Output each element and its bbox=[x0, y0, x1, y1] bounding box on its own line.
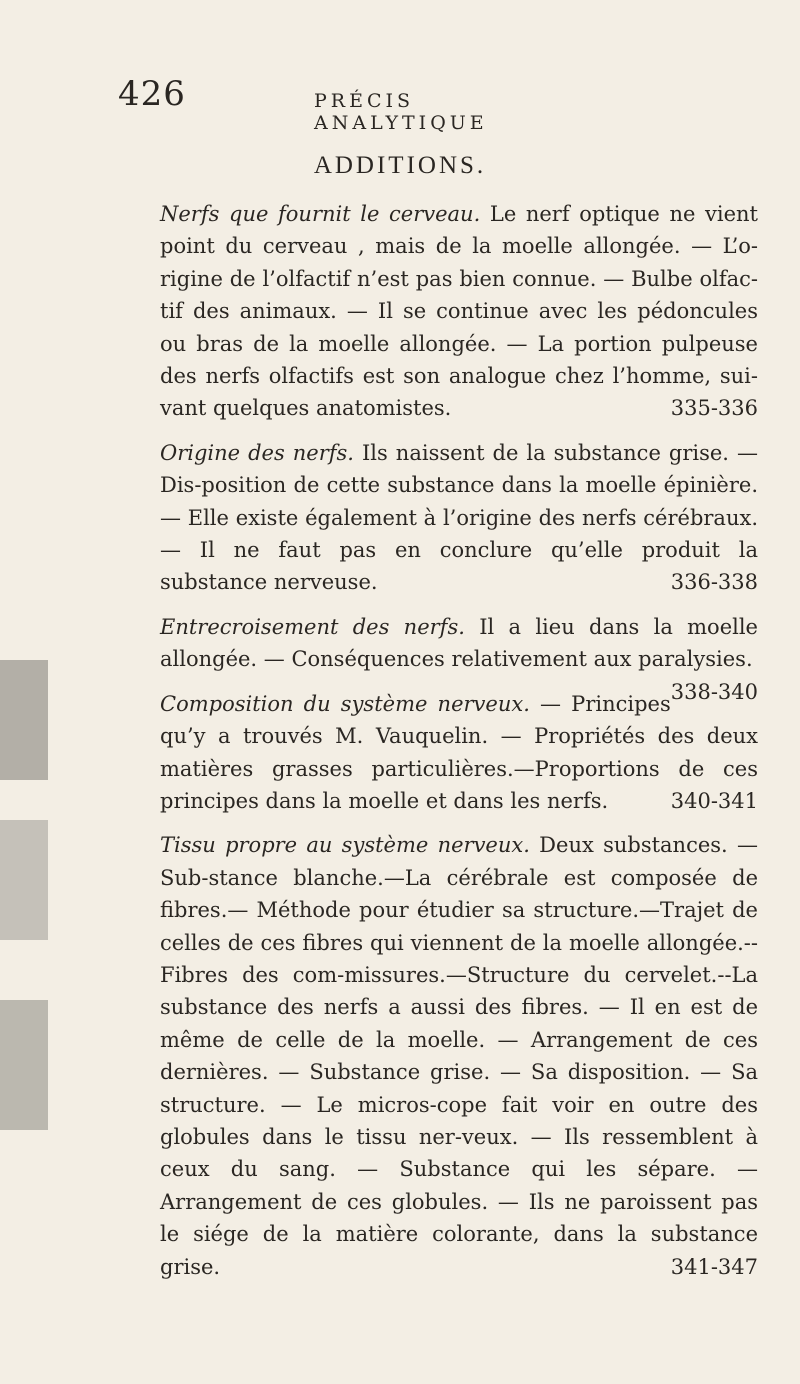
entry-pages: 338-340 bbox=[670, 679, 758, 704]
entry-pages: 335-336 bbox=[670, 396, 758, 421]
entry-title: Entrecroisement des nerfs. bbox=[160, 614, 465, 639]
entries-list bbox=[160, 198, 758, 1295]
running-title: PRÉCIS ANALYTIQUE bbox=[314, 90, 488, 134]
page-number: 426 bbox=[118, 74, 186, 114]
entry-text: — Principes qu’y a trouvés M. Vauquelin. — Propriétés des deux matières grasses particulières.—Proportions de ces principes dans la moelle et dans les nerfs. bbox=[160, 691, 758, 813]
entry-text: Ils naissent de la substance grise. — Dis-position de cette substance dans la moelle épinière. — Elle existe également à l’origine des nerfs cérébraux. — Il ne faut pas en conclure qu’elle produit la substance nerveuse. bbox=[160, 440, 758, 595]
entry bbox=[160, 829, 758, 1283]
entry bbox=[160, 198, 758, 425]
page-header bbox=[118, 74, 588, 134]
entry-text: Le nerf optique ne vient point du cerveau , mais de la moelle allongée. — L’o-rigine de l’olfactif n’est pas bien connue. — Bulbe olfac-tif des animaux. — Il se continue avec les pédoncules ou bras de la moelle allongée. — La portion pulpeuse des nerfs olfactifs est son analogue chez l’homme, sui-vant quelques anatomistes. bbox=[160, 202, 759, 421]
entry-title: Origine des nerfs. bbox=[160, 440, 354, 465]
entry-title: Composition du système nerveux. bbox=[160, 691, 530, 716]
section-title: ADDITIONS. bbox=[313, 152, 487, 179]
entry-text: Deux substances. — Sub-stance blanche.—La cérébrale est composée de fibres.— Méthode pour étudier sa structure.—Trajet de celles de ces fibres qui viennent de la moelle allongée.--Fibres des com-missures.—Structure du cervelet.--La substance des nerfs a aussi des fibres. — Il en est de même de celle de la moelle. — Arrangement de ces dernières. — Substance grise. — Sa disposition. — Sa structure. — Le micros-cope fait voir en outre des globules dans le tissu ner-veux. — Ils ressemblent à ceux du sang. — Substance qui les sépare. — Arrangement de ces globules. — Ils ne paroissent pas le siége de la matière colorante, dans la substance grise. bbox=[160, 833, 758, 1279]
entry-text: Il a lieu dans la moelle allongée. — Conséquences relativement aux paralysies. bbox=[160, 614, 758, 672]
entry-title: Tissu propre au système nerveux. bbox=[160, 833, 530, 858]
page-edge-shadow bbox=[0, 1000, 48, 1130]
entry bbox=[160, 688, 758, 818]
entry-pages: 341-347 bbox=[670, 1254, 758, 1279]
entry-pages: 340-341 bbox=[670, 788, 758, 813]
entry bbox=[160, 437, 758, 599]
entry-pages: 336-338 bbox=[670, 570, 758, 595]
page-edge-shadow bbox=[0, 660, 48, 780]
entry-title: Nerfs que fournit le cerveau. bbox=[160, 202, 481, 226]
page-edge-shadow bbox=[0, 820, 48, 940]
